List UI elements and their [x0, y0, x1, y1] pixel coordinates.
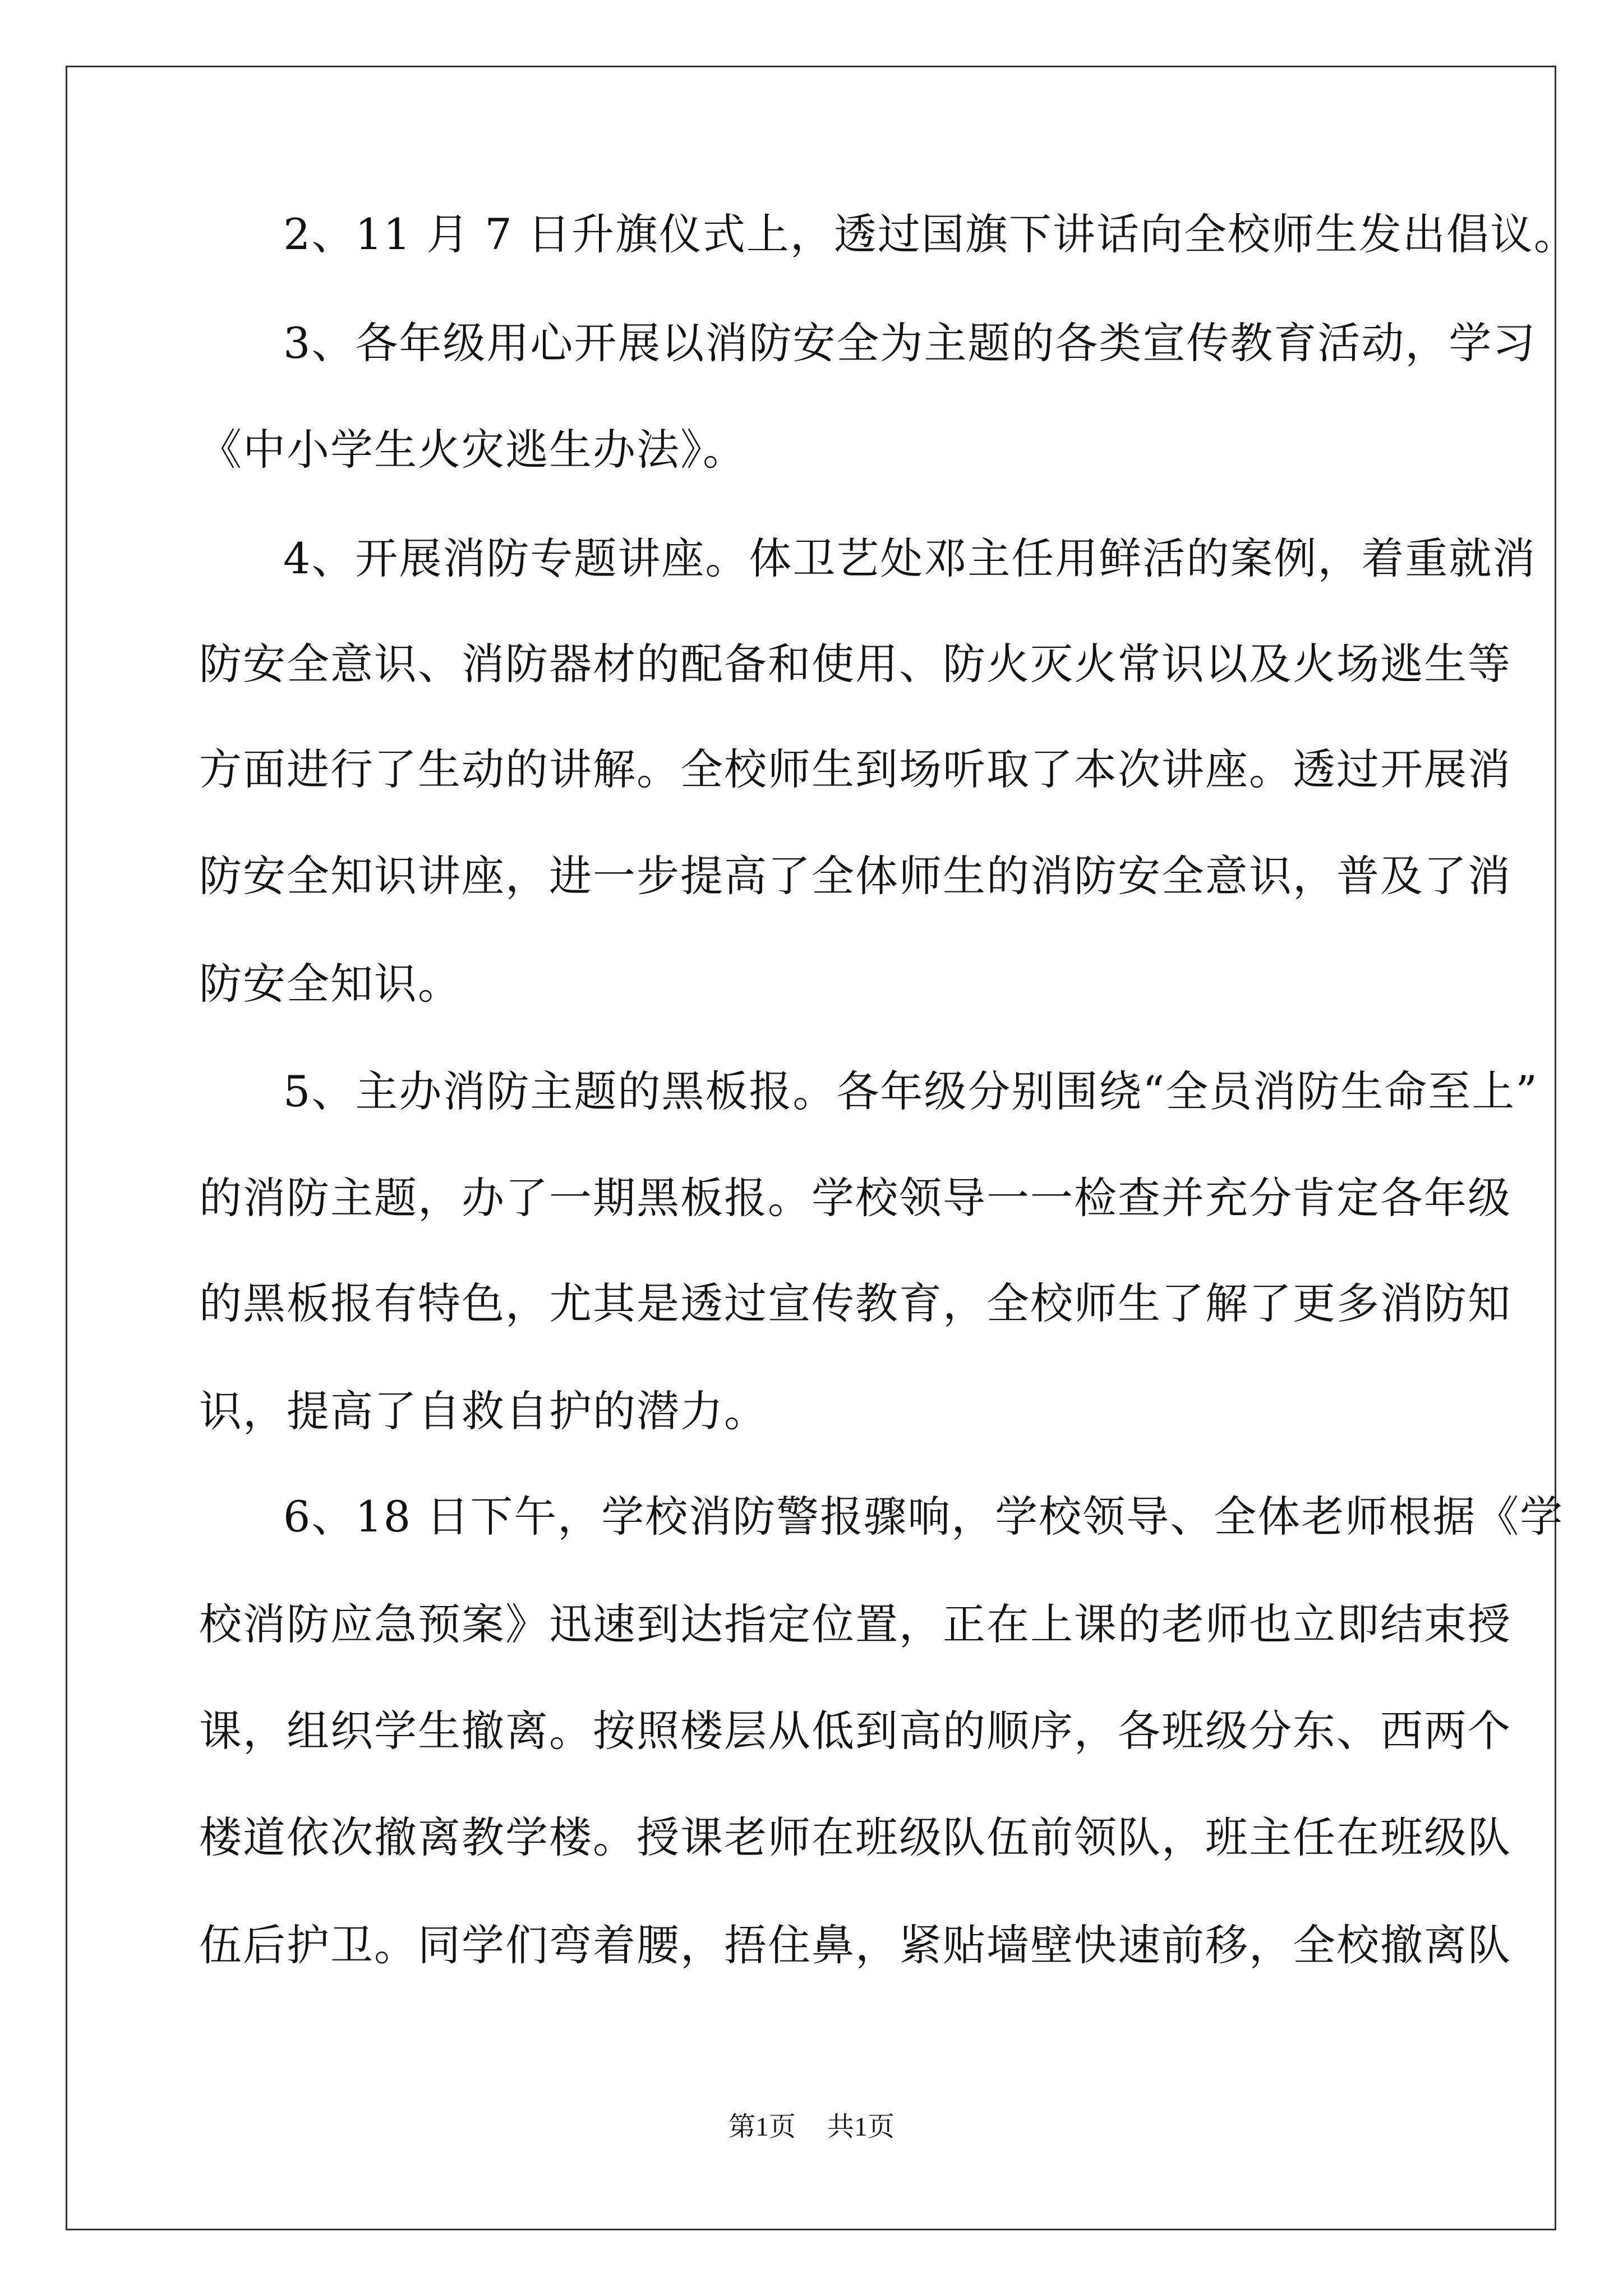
- text-line: 5、主办消防主题的黑板报。各年级分别围绕“全员消防生命至上”: [283, 1066, 1539, 1116]
- text-line: 伍后护卫。同学们弯着腰，捂住鼻，紧贴墙壁快速前移，全校撤离队: [199, 1920, 1511, 1970]
- text-line: 的消防主题，办了一期黑板报。学校领导一一检查并充分肯定各年级: [199, 1173, 1511, 1223]
- text-line: 防安全知识讲座，进一步提高了全体师生的消防安全意识，普及了消: [199, 851, 1511, 901]
- page-footer: [0, 2110, 1623, 2144]
- text-line: 3、各年级用心开展以消防安全为主题的各类宣传教育活动，学习: [283, 318, 1537, 368]
- text-line: 防安全知识。: [199, 959, 462, 1009]
- text-line: 4、开展消防专题讲座。体卫艺处邓主任用鲜活的案例，着重就消: [283, 533, 1537, 583]
- text-line: 课，组织学生撤离。按照楼层从低到高的顺序，各班级分东、西两个: [199, 1706, 1511, 1756]
- text-line: 校消防应急预案》迅速到达指定位置，正在上课的老师也立即结束授: [199, 1599, 1511, 1649]
- text-line: 的黑板报有特色，尤其是透过宣传教育，全校师生了解了更多消防知: [199, 1278, 1511, 1328]
- text-line: 识，提高了自救自护的潜力。: [199, 1386, 768, 1436]
- page-number: 第1页: [728, 2112, 796, 2142]
- text-line: 方面进行了生动的讲解。全校师生到场听取了本次讲座。透过开展消: [199, 744, 1511, 794]
- text-line: 《中小学生火灾逃生办法》。: [199, 425, 746, 475]
- text-line: 楼道依次撤离教学楼。授课老师在班级队伍前领队，班主任在班级队: [199, 1812, 1511, 1862]
- page-border: [66, 66, 1578, 2230]
- page-total: 共1页: [827, 2112, 895, 2142]
- text-line: 防安全意识、消防器材的配备和使用、防火灭火常识以及火场逃生等: [199, 639, 1511, 689]
- text-line: 6、18 日下午，学校消防警报骤响，学校领导、全体老师根据《学: [283, 1492, 1564, 1542]
- text-line: 2、11 月 7 日升旗仪式上，透过国旗下讲话向全校师生发出倡议。: [283, 209, 1578, 259]
